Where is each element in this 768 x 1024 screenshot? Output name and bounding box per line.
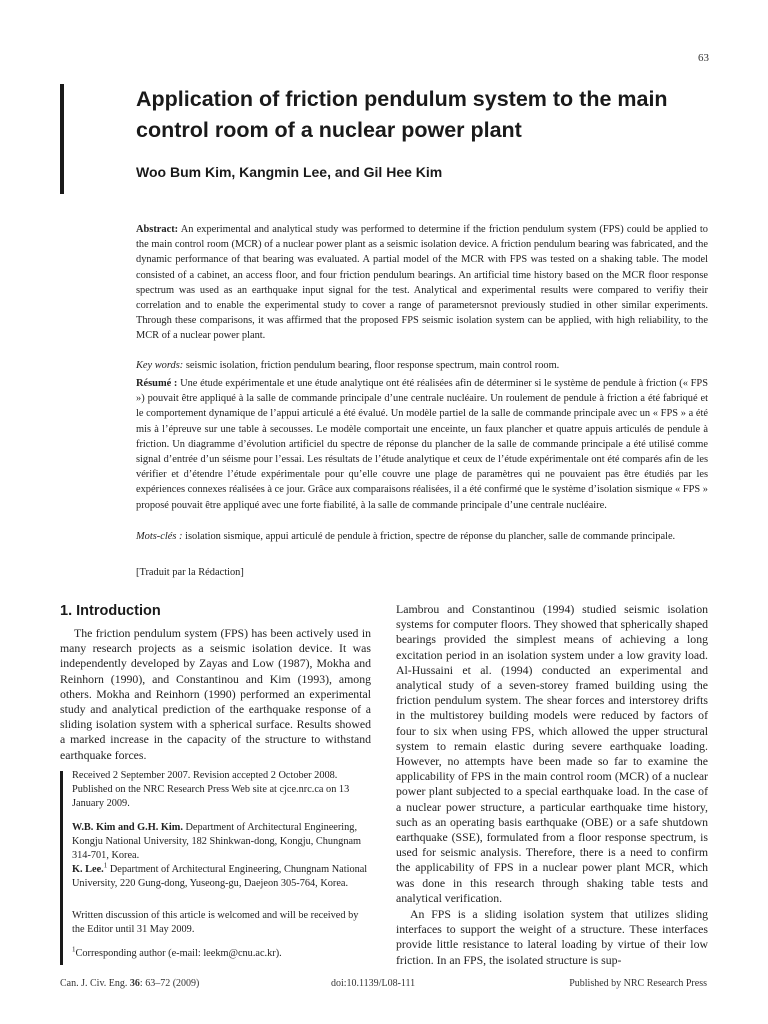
- article-notes: [60, 769, 371, 965]
- resume-text: Une étude expérimentale et une étude analytique ont été réalisées afin de déterminer si le système de pendule à friction (« FPS ») pouvait être appliqué à la salle de commande principale d’une centrale nucléaire. Un roulement de pendule à friction a été fabriqué et le comportement dynamique de l’appui articulé a été évalué. Un modèle partiel de la salle de commande principale avec un « FPS » a été mis à l’épreuve sur une table à secousses. Le modèle comportait une enceinte, un faux plancher et quatre appuis articulés de pendule à friction. Un diagramme d’évolution artificiel du spectre de réponse du plancher de la salle de commande principale a été utilisé comme signal d’entrée d’un séisme pour l’essai. Les résultats de l’étude analytique et ceux de l’étude expérimentale ont été comparés afin de les vérifier et d’étendre l’étude expérimentale pour qu’elle couvre une plage de paramètres qui ne pouvaient pas être étudiés par les expériences connexes réalisées à ce jour. Grâce aux comparaisons réalisées, il a été confirmé que le système d’isolation sismique « FPS » proposé pouvait être appliqué avec une forte fiabilité, à la salle de commande principale d’une centrale nucléaire.: [136, 378, 708, 511]
- article-authors: Woo Bum Kim, Kangmin Lee, and Gil Hee Kim: [136, 164, 443, 180]
- page-number: 63: [698, 52, 709, 64]
- title-accent-bar: [60, 84, 64, 194]
- affiliation-lee-text: Department of Architectural Engineering, Chungnam National University, 220 Gung-dong, Yuseong-gu, Daejeon 305-764, Korea.: [72, 864, 368, 890]
- received-note: Received 2 September 2007. Revision accepted 2 October 2008. Published on the NRC Research Press Web site at cjce.nrc.ca on 13 January 2009.: [72, 770, 350, 810]
- mots-cles-text: isolation sismique, appui articulé de pendule à friction, spectre de réponse du plancher, salle de commande principale.: [185, 531, 676, 542]
- affiliation-kim-text: Department of Architectural Engineering, Kongju National University, 182 Shinkwan-dong, Kongju, Chungnam 314-701, Korea.: [72, 822, 362, 862]
- key-words-text: seismic isolation, friction pendulum bearing, floor response spectrum, main control room.: [185, 360, 560, 371]
- journal-name: Can. J. Civ. Eng.: [60, 978, 128, 989]
- key-words-label: Key words:: [136, 360, 184, 371]
- affiliation-kim-names: W.B. Kim and G.H. Kim.: [72, 822, 183, 833]
- corresponding-footnote-mark: 1: [72, 945, 76, 954]
- journal-pages: : 63–72 (2009): [139, 978, 200, 989]
- introduction-paragraph-right-1: Lambrou and Constantinou (1994) studied seismic isolation systems for computer floors. They showed that spherically shaped bearings provided the simplest means of achieving a long excitation period in an isolation system under a low gravity load. Al-Hussaini et al. (1994) conducted an experimental and analytical study of a seven-storey framed building using the friction pendulum system. The shear forces and interstorey drifts in the multistorey building models were reduced by factors of four to six when using FPS, which allowed the upper structural system to remain elastic during severe earthquake loading. However, no attempts have been made so far to examine the applicability of FPS in the main control room (MCR) of a nuclear power plant subjected to a special earthquake load. In the case of a nuclear power structure, a particular earthquake time history, such as an operating basis earthquake (OBE) or a safe shutdown earthquake (SSE), formulated from a floor response spectrum, is used for seismic analysis. Therefore, there is a need to confirm the applicability of FPS in a nuclear power plant MCR, which was done in this research through shaking table tests and analytical verification.: [396, 602, 709, 905]
- abstract-text: An experimental and analytical study was performed to determine if the friction pendulum system (FPS) could be applied to the main control room (MCR) of a nuclear power plant as a seismic isolation device. A friction pendulum bearing was fabricated, and the dynamic performance of that bearing was evaluated. A partial model of the MCR with FPS was tested on a shaking table. The model consisted of a cabinet, an access floor, and four friction pendulum bearings. An artificial time history based on the MCR floor response spectrum was used as an earthquake input signal for the test. Analytical and experimental results were compared to verifiy their correlation and to enable the experimental study to cover a range of parametersnot previously studied in other similar experiments. Through these comparisons, it was affirmed that the proposed FPS seismic isolation system can be applied, with high reliability, to the MCR of a nuclear power plant.: [136, 224, 708, 342]
- discussion-note: Written discussion of this article is welcomed and will be received by the Editor until 31 May 2009.: [72, 910, 359, 936]
- mots-cles-label: Mots-clés :: [136, 531, 183, 542]
- doi: doi:10.1139/L08-111: [331, 978, 416, 989]
- translation-note: [Traduit par la Rédaction]: [136, 567, 244, 578]
- notes-accent-bar: [60, 771, 63, 965]
- journal-citation: [60, 978, 199, 989]
- abstract: [136, 222, 708, 344]
- journal-volume: 36: [129, 978, 140, 989]
- publisher: Published by NRC Research Press: [569, 978, 707, 989]
- affiliation-lee: [72, 863, 370, 891]
- corresponding-author-text: Corresponding author (e-mail: leekm@cnu.ac.kr).: [75, 948, 282, 959]
- introduction-paragraph-left: The friction pendulum system (FPS) has been actively used in many research projects as a seismic isolation device. It was independently developed by Zayas and Low (1987), Mokha and Reinhorn (1990), and Constantinou and Kim (1993), among others. Mokha and Reinhorn (1990) performed an experimental study and analytical prediction of the earthquake response of a sliding isolation system with a spherical surface. Results showed a marked increase in the capacity of the structure to withstand earthquake forces.: [60, 626, 371, 762]
- introduction-heading: 1. Introduction: [60, 603, 161, 619]
- affiliation-lee-footnote-mark: 1: [103, 861, 108, 870]
- key-words: [136, 358, 708, 373]
- introduction-paragraph-right-2: An FPS is a sliding isolation system that utilizes sliding interfaces to support the weight of a structure. These interfaces provide little resistance to lateral loading by virtue of their low friction. In an FPS, the isolated structure is sup-: [396, 907, 708, 967]
- abstract-label: Abstract:: [136, 224, 179, 235]
- affiliation-kim: [72, 821, 370, 864]
- article-title: Application of friction pendulum system to the main control room of a nuclear power plant: [136, 87, 668, 142]
- resume-label: Résumé :: [136, 378, 178, 389]
- resume: [136, 376, 708, 513]
- corresponding-author-note: [72, 947, 370, 961]
- affiliation-lee-name: K. Lee.: [72, 864, 104, 875]
- mots-cles: [136, 529, 708, 544]
